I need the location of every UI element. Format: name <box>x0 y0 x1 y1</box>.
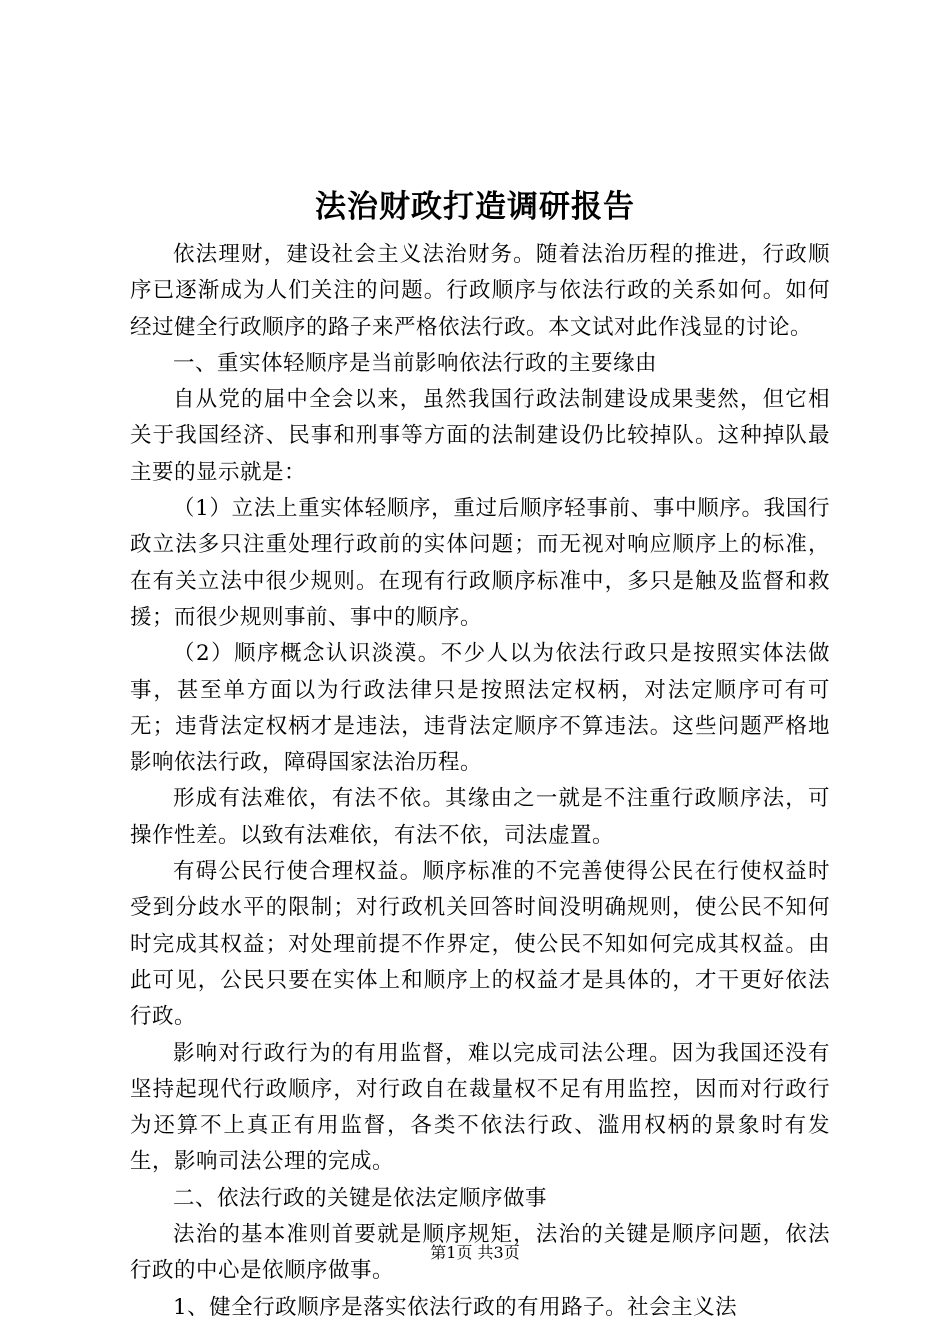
paragraph: （2）顺序概念认识淡漠。不少人以为依法行政只是按照实体法做事，甚至单方面以为行政法律只是按照法定权柄，对法定顺序可有可无；违背法定权柄才是违法，违背法定顺序不算违法。这些问题严格地影响依法行政，障碍国家法治历程。 <box>130 641 830 776</box>
paragraph: 形成有法难依，有法不依。其缘由之一就是不注重行政顺序法，可操作性差。以致有法难依，有法不依，司法虚置。 <box>130 786 830 848</box>
paragraph: 自从党的届中全会以来，虽然我国行政法制建设成果斐然，但它相关于我国经济、民事和刑事等方面的法制建设仍比较掉队。这种掉队最主要的显示就是： <box>130 387 830 485</box>
paragraph: 1、健全行政顺序是落实依法行政的有用路子。社会主义法 <box>173 1294 738 1320</box>
paragraph: 有碍公民行使合理权益。顺序标准的不完善使得公民在行使权益时受到分歧水平的限制；对行政机关回答时间没明确规则，使公民不知何时完成其权益；对处理前提不作界定，使公民不知如何完成其权益。由此可见，公民只要在实体上和顺序上的权益才是具体的，才干更好依法行政。 <box>130 859 830 1030</box>
section-heading: 一、重实体轻顺序是当前影响依法行政的主要缘由 <box>173 350 658 376</box>
paragraph: 法治的基本准则首要就是顺序规矩，法治的关键是顺序问题，依法行政的中心是依顺序做事。 <box>130 1222 830 1284</box>
page-footer: 第1页 共3页 <box>430 1243 520 1262</box>
page-title: 法治财政打造调研报告 <box>315 189 635 225</box>
paragraph: （1）立法上重实体轻顺序，重过后顺序轻事前、事中顺序。我国行政立法多只注重处理行政前的实体问题；而无视对响应顺序上的标准，在有关立法中很少规则。在现有行政顺序标准中，多只是触及监督和救援；而很少规则事前、事中的顺序。 <box>130 496 830 630</box>
section-heading: 二、依法行政的关键是依法定顺序做事 <box>173 1185 548 1211</box>
document-body <box>130 237 830 1326</box>
paragraph: 影响对行政行为的有用监督，难以完成司法公理。因为我国还没有坚持起现代行政顺序，对行政自在裁量权不足有用监控，因而对行政行为还算不上真正有用监督，各类不依法行政、滥用权柄的景象时有发生，影响司法公理的完成。 <box>130 1040 830 1175</box>
paragraph: 依法理财，建设社会主义法治财务。随着法治历程的推进，行政顺序已逐渐成为人们关注的问题。行政顺序与依法行政的关系如何。如何经过健全行政顺序的路子来严格依法行政。本文试对此作浅显的讨论。 <box>130 242 830 340</box>
